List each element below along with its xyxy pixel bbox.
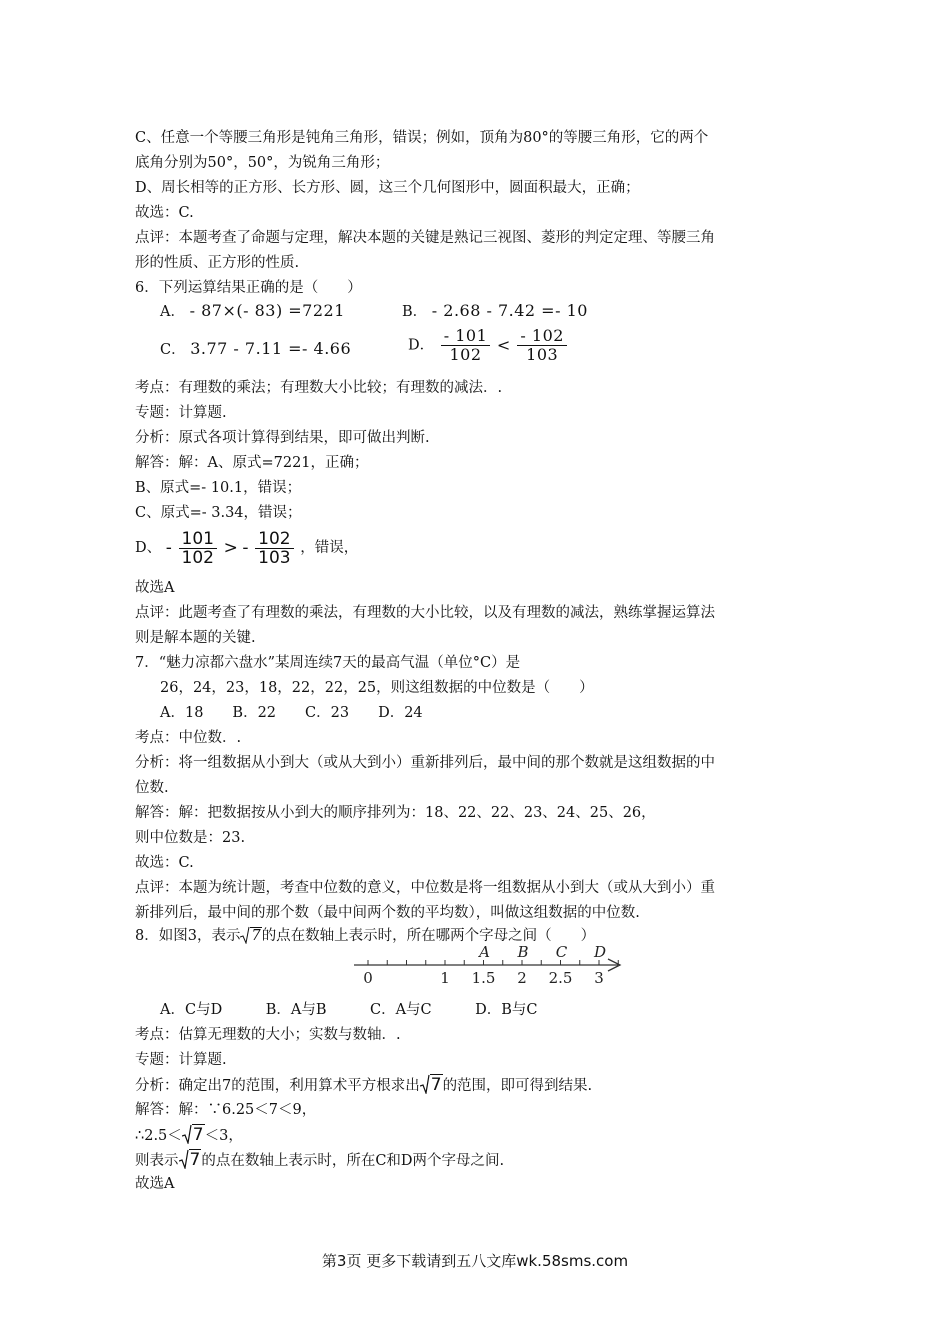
- number-line-tick-label: 0: [363, 969, 373, 987]
- q8-ineq-post: ＜3，: [204, 1128, 243, 1144]
- q6-jieda: 解答：解：A、原式=7221，正确；: [135, 455, 369, 471]
- q6-option-d-denominator2: 103: [526, 345, 559, 364]
- q6-comment-line2: 则是解本题的关键.: [135, 630, 256, 646]
- q8-jieda: 解答：解：∵6.25＜7＜9，: [135, 1102, 317, 1118]
- q6-line-d-minus1: -: [165, 538, 172, 558]
- q6-line-d-suffix: ，错误，: [300, 540, 359, 556]
- q8-ineq-radicand: 7: [192, 1125, 204, 1145]
- q6-fenxi: 分析：原式各项计算得到结果，即可做出判断.: [135, 430, 430, 446]
- q6-option-a-expr: - 87×(- 83) =7221: [189, 301, 345, 320]
- q6-option-a-label: A．: [160, 304, 185, 320]
- q5-option-c-line2: 底角分别为50°，50°，为锐角三角形；: [135, 155, 390, 171]
- q6-zhuanti: 专题：计算题.: [135, 405, 227, 421]
- q6-choice: 故选A: [135, 580, 175, 596]
- number-line-point-letter: D: [593, 945, 607, 961]
- q6-line-c: C、原式=- 3.34，错误；: [135, 505, 302, 521]
- number-line-tick-label: 2.5: [548, 969, 573, 987]
- q7-jieda: 解答：解：把数据按从小到大的顺序排列为：18、22、22、23、24、25、26，: [135, 805, 656, 821]
- sqrt-sign-icon: [182, 1124, 192, 1144]
- q6-option-d: [408, 327, 569, 364]
- q6-option-d-denominator1: 102: [449, 345, 482, 364]
- q6-line-d-prefix: D、: [135, 540, 162, 556]
- q6-option-a: [160, 301, 345, 322]
- q7-fenxi-line1: 分析：将一组数据从小到大（或从大到小）重新排列后，最中间的那个数就是这组数据的中: [135, 755, 715, 771]
- number-line-tick-label: 1: [440, 969, 450, 987]
- sqrt-sign-icon: [420, 1074, 430, 1094]
- q6-option-c: [160, 339, 351, 360]
- q5-option-c-line1: C、任意一个等腰三角形是钝角三角形，错误；例如，顶角为80°的等腰三角形，它的两个: [135, 130, 709, 146]
- q6-option-d-label: D．: [408, 337, 435, 354]
- q8-conc-post: 的点在数轴上表示时，所在C和D两个字母之间.: [201, 1153, 505, 1169]
- q8-fenxi: [135, 1074, 592, 1096]
- q8-ineq-sqrt: [182, 1124, 205, 1146]
- q7-comment-line2: 新排列后，最中间的那个数（最中间两个数的平均数），叫做这组数据的中位数.: [135, 905, 640, 921]
- q7-stem-line1: 7．“魅力凉都六盘水”某周连续7天的最高气温（单位°C）是: [135, 655, 521, 671]
- q7-result: 则中位数是：23.: [135, 830, 246, 846]
- q8-fenxi-radicand: 7: [430, 1075, 442, 1095]
- number-line-point-letter: B: [517, 945, 529, 961]
- q8-conc-pre: 则表示: [135, 1153, 179, 1169]
- q6-line-d: [135, 526, 358, 570]
- q6-option-b: [402, 301, 588, 322]
- sqrt-sign-icon: [240, 926, 250, 944]
- q7-options: A．18 B．22 C．23 D．24: [160, 705, 423, 721]
- q8-fenxi-pre: 分析：确定出7的范围，利用算术平方根求出: [135, 1078, 420, 1094]
- q7-kaodian: 考点：中位数．.: [135, 730, 242, 746]
- q8-stem: [135, 926, 595, 946]
- page-footer: 第3页 更多下载请到五八文库wk.58sms.com: [321, 1252, 629, 1270]
- q6-stem: 6．下列运算结果正确的是（ ）: [135, 280, 362, 296]
- number-line-point-letter: A: [479, 945, 490, 961]
- q6-line-d-minus2: -: [242, 538, 249, 558]
- q6-option-d-fraction2: [517, 327, 567, 364]
- q8-stem-pre: 8．如图3，表示: [135, 928, 241, 944]
- q5-choice: 故选：C.: [135, 205, 194, 221]
- q8-options: A．C与D B．A与B C．A与C D．B与C: [160, 1002, 538, 1018]
- q8-conc-sqrt: [179, 1149, 202, 1171]
- q6-line-b: B、原式=- 10.1，错误；: [135, 480, 302, 496]
- q6-option-c-label: C．: [160, 342, 186, 358]
- sqrt-sign-icon: [179, 1149, 189, 1169]
- q7-stem-line2: 26，24，23，18，22，22，25，则这组数据的中位数是（ ）: [160, 680, 594, 696]
- q8-stem-radicand: 7: [251, 928, 261, 944]
- q7-choice: 故选：C.: [135, 855, 194, 871]
- q8-fenxi-post: 的范围，即可得到结果.: [442, 1078, 593, 1094]
- q8-stem-sqrt: [240, 926, 261, 946]
- number-line-tick-label: 2: [517, 969, 527, 987]
- q6-option-b-expr: - 2.68 - 7.42 =- 10: [431, 301, 588, 320]
- q6-option-d-numerator1: - 101: [441, 327, 491, 346]
- q8-conclusion: [135, 1149, 504, 1171]
- q7-comment-line1: 点评：本题为统计题，考查中位数的意义，中位数是将一组数据从小到大（或从大到小）重: [135, 880, 715, 896]
- q7-fenxi-line2: 位数.: [135, 780, 169, 796]
- q5-option-d-line: D、周长相等的正方形、长方形、圆，这三个几何图形中，圆面积最大，正确；: [135, 180, 640, 196]
- number-line-figure: [350, 945, 640, 987]
- q8-choice: 故选A: [135, 1176, 175, 1192]
- q6-option-c-expr: 3.77 - 7.11 =- 4.66: [190, 339, 352, 358]
- q6-option-b-label: B．: [402, 304, 428, 320]
- q6-line-d-numerator1: 101: [179, 530, 217, 549]
- q8-fenxi-sqrt: [420, 1074, 443, 1096]
- q6-line-d-denominator1: 102: [181, 547, 214, 568]
- q6-line-d-relation: >: [223, 538, 238, 558]
- q6-line-d-fraction2: [255, 530, 293, 567]
- number-line-point-letter: C: [555, 945, 568, 961]
- q6-comment-line1: 点评：此题考查了有理数的乘法，有理数的大小比较，以及有理数的减法，熟练掌握运算法: [135, 605, 715, 621]
- number-line-tick-label: 3: [594, 969, 604, 987]
- q6-line-d-numerator2: 102: [255, 530, 293, 549]
- q6-line-d-fraction1: [179, 530, 217, 567]
- q6-line-d-denominator2: 103: [258, 547, 291, 568]
- q6-option-d-fraction1: [441, 327, 491, 364]
- q8-inequality: [135, 1124, 243, 1146]
- number-line-tick-label: 1.5: [471, 969, 496, 987]
- q8-stem-post: 的点在数轴上表示时，所在哪两个字母之间（ ）: [261, 928, 596, 944]
- q6-option-d-relation: <: [496, 335, 511, 355]
- q6-option-d-numerator2: - 102: [517, 327, 567, 346]
- q5-comment-line1: 点评：本题考查了命题与定理，解决本题的关键是熟记三视图、菱形的判定定理、等腰三角: [135, 230, 715, 246]
- q6-kaodian: 考点：有理数的乘法；有理数大小比较；有理数的减法．.: [135, 380, 503, 396]
- q8-conc-radicand: 7: [189, 1150, 201, 1170]
- q8-zhuanti: 专题：计算题.: [135, 1052, 227, 1068]
- q8-ineq-pre: ∴2.5＜: [135, 1128, 182, 1144]
- q8-kaodian: 考点：估算无理数的大小；实数与数轴．.: [135, 1027, 401, 1043]
- q5-comment-line2: 形的性质、正方形的性质.: [135, 255, 300, 271]
